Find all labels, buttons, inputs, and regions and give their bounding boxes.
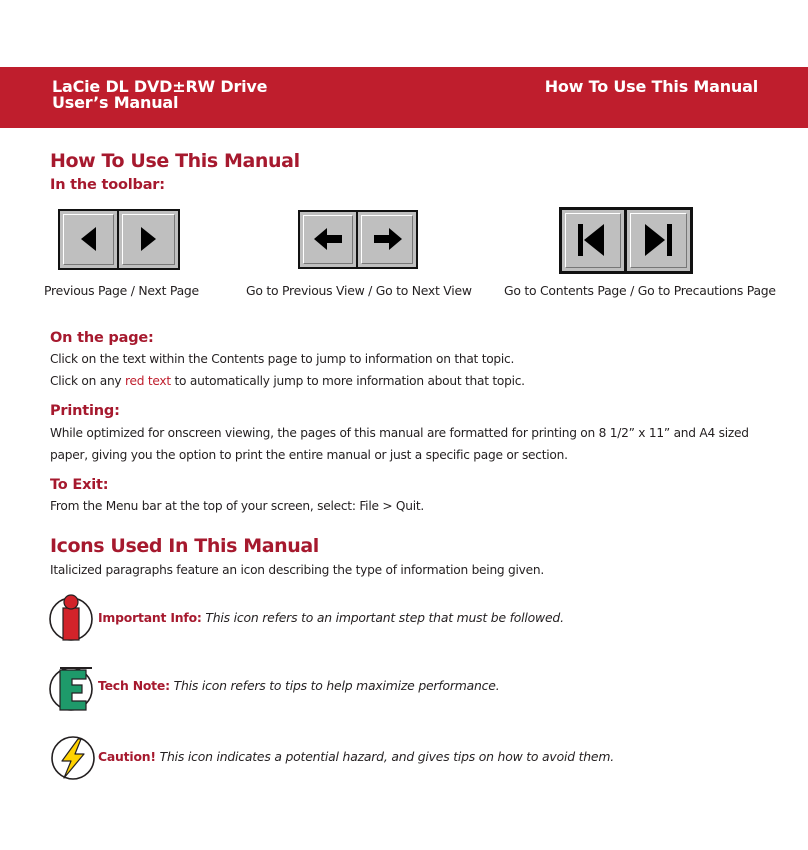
caption-prev-next-view: Go to Previous View / Go to Next View	[246, 283, 472, 298]
next-page-button[interactable]	[119, 209, 180, 270]
icons-section-title: Icons Used In This Manual	[50, 535, 319, 557]
precautions-page-button[interactable]	[627, 207, 693, 274]
tech-note-label: Tech Note:	[98, 678, 170, 693]
caution-label: Caution!	[98, 749, 156, 764]
toolbar-heading: In the toolbar:	[50, 177, 165, 193]
contents-page-button[interactable]	[559, 207, 627, 274]
previous-view-button[interactable]	[298, 210, 358, 269]
caution-text	[98, 749, 614, 764]
arrow-left-icon	[300, 212, 356, 267]
product-title-line1: LaCie DL DVD±RW Drive	[52, 77, 268, 96]
product-title-line2: User’s Manual	[52, 93, 179, 112]
page-title: How To Use This Manual	[50, 150, 300, 172]
caption-prev-next-page: Previous Page / Next Page	[44, 283, 199, 298]
important-info-text	[98, 610, 564, 625]
product-title	[52, 79, 267, 111]
on-page-text	[50, 348, 770, 392]
important-info-desc: This icon refers to an important step that must be followed.	[201, 610, 564, 625]
on-page-heading: On the page:	[50, 330, 154, 346]
exit-text: From the Menu bar at the top of your screen, select: File > Quit.	[50, 499, 425, 513]
on-page-line-2	[50, 370, 770, 392]
triangle-right-icon	[119, 211, 178, 268]
printing-text: While optimized for onscreen viewing, the pages of this manual are formatted for printing on 8 1/2” x 11” and A4 sized paper, giving you the option to print the entire manual or just a specific page or section.	[50, 426, 749, 462]
important-info-icon	[48, 592, 94, 644]
triangle-left-icon	[60, 211, 117, 268]
exit-heading: To Exit:	[50, 477, 109, 493]
contents-precautions-buttons	[559, 207, 693, 274]
on-page-line-1: Click on the text within the Contents page to jump to information on that topic.	[50, 352, 515, 366]
skip-to-first-icon	[562, 210, 624, 271]
arrow-right-icon	[358, 212, 416, 267]
caution-icon	[48, 734, 96, 782]
red-text-link[interactable]: red text	[125, 374, 171, 388]
caption-contents-precautions: Go to Contents Page / Go to Precautions Page	[504, 283, 776, 298]
previous-page-button[interactable]	[58, 209, 119, 270]
tech-note-desc: This icon refers to tips to help maximize performance.	[169, 678, 500, 693]
tech-note-icon	[48, 664, 98, 714]
next-view-button[interactable]	[358, 210, 418, 269]
icons-section-intro: Italicized paragraphs feature an icon describing the type of information being given.	[50, 563, 544, 577]
section-title: How To Use This Manual	[544, 77, 758, 96]
prev-next-page-buttons	[58, 209, 180, 270]
printing-heading: Printing:	[50, 403, 120, 419]
tech-note-text	[98, 678, 499, 693]
prev-next-view-buttons	[298, 210, 418, 269]
on-page-line-2-post: to automatically jump to more information about that topic.	[170, 374, 525, 388]
header-band	[0, 67, 808, 128]
skip-to-last-icon	[627, 210, 690, 271]
important-info-label: Important Info:	[98, 610, 202, 625]
caution-desc: This icon indicates a potential hazard, and gives tips on how to avoid them.	[155, 749, 614, 764]
on-page-line-2-pre: Click on any	[50, 374, 125, 388]
